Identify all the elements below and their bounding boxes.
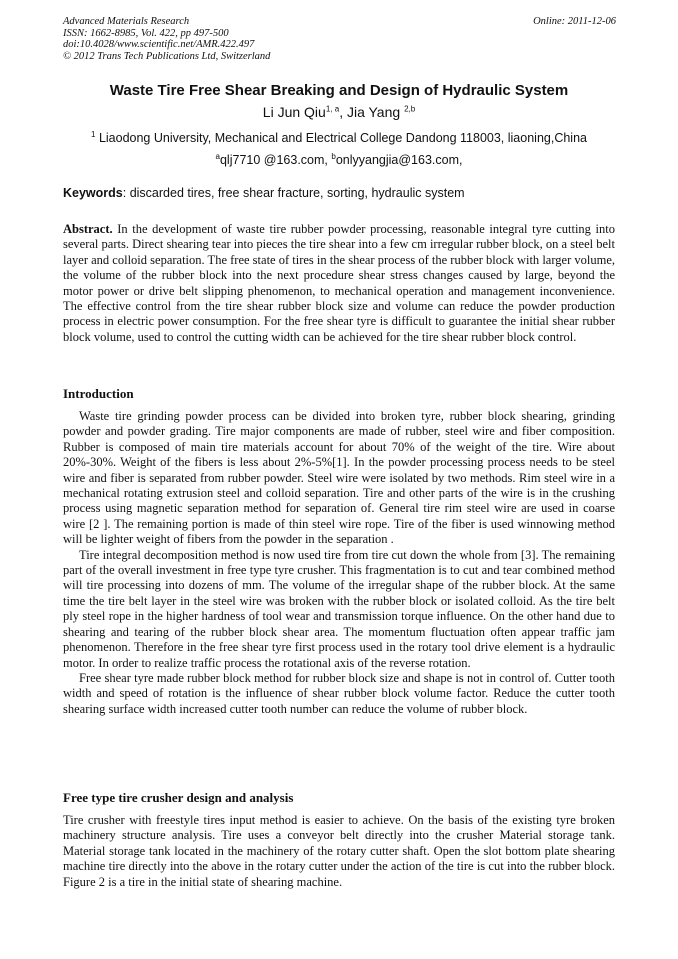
keywords-text: : discarded tires, free shear fracture, sorting, hydraulic system <box>122 186 465 200</box>
section-2-paragraph-1: Tire crusher with freestyle tires input method is easier to achieve. On the basis of the existing tyre broken machinery structure analysis. Tire uses a conveyor belt directly into the crusher Material storage tank. Material storage tank located in the machinery of the rotary cutter shaft. Open the slot bottom plate shearing machine tire directly into the above in the rotary cutter under the action of the tire is cut into the rubber block. Figure 2 is a tire in the initial state of shearing machine. <box>63 813 615 889</box>
online-date: Online: 2011-12-06 <box>533 16 616 27</box>
intro-paragraph-1: Waste tire grinding powder process can be divided into broken tyre, rubber block shearing, grinding powder and powder grading. Tire major components are made of rubber, steel wire and fiber composition. Rubber is composed of main tire materials account for about 70% of the weight of the tire. Wire about 20%-30%. Weight of the fibers is less about 2%-5%[1]. In the powder processing process needs to be steel wire and fiber is separated from rubber powder. Steel wire were isolated by two methods. Rim steel wire in a mechanical rotating extrusion steel and colloid separation. Tire and other parts of the wire is in the crushing process using magnetic separation method for separation of. General tire rim steel wire are used in coarse wire [2 ]. The remaining portion is made of thin steel wire rope. Tire of the fiber is used winnowing method will be lighter weight of fibers from the powder in the separation . <box>63 409 615 547</box>
affiliation-sup: 1 <box>91 130 96 139</box>
journal-name: Advanced Materials Research <box>63 16 190 27</box>
keywords-label: Keywords <box>63 186 123 200</box>
author-2: Jia Yang <box>346 104 401 120</box>
author-2-sup: 2,b <box>404 104 416 114</box>
abstract <box>63 222 615 345</box>
intro-paragraph-2: Tire integral decomposition method is now used tire from tire cut down the whole from [3]. The remaining part of the overall investment in free type tyre crusher. This fragmentation is to cut and tear combined method will tire processing into dozens of mm. The volume of the irregular shape of the rubber block. At the same time the tire belt layer in the steel wire was broken with the rubber block or isolated colloid. As the tire belt ply steel rope in the higher hardness of tool wear and transmission torque influence. On the other hand due to shearing and tearing of the rubber block shear area. The momentum fluctuation often appear traffic jam phenomenon. Therefore in the free shear tyre first process used in the rotary tool drive element is a hydraulic motor. In order to realize traffic process the rotational axis of the reverse rotation. <box>63 547 615 670</box>
paper-title: Waste Tire Free Shear Breaking and Design of Hydraulic System <box>109 82 569 99</box>
abstract-label: Abstract. <box>63 222 113 236</box>
affiliation-text: Liaodong University, Mechanical and Electrical College Dandong 118003, liaoning,China <box>98 131 587 146</box>
abstract-text: In the development of waste tire rubber powder processing, reasonable integral tyre cutting into several parts. Direct shearing tear into pieces the tire shear into a few cm irregular rubber block, on a steel belt layer and colloid separation. The free state of tires in the shear process of the rubber block with larger volume, the volume of the rubber block into the next procedure shear stress changes caused by large, beyond the motor power or drive belt slipping phenomenon, to mechanical operation and management inconvenience. The effective control from the tire shear rubber block size and volume can reduce the powder production process in electric power consumption. For the free shear tyre is difficult to guarantee the initial shear rubber block volume, used to control the cutting width can be achieved for the tire shear rubber block control. <box>63 222 615 344</box>
email-a-sup: a <box>215 152 220 161</box>
email-a: qlj7710 @163.com, <box>219 153 332 168</box>
keywords <box>63 186 465 200</box>
copyright-line: © 2012 Trans Tech Publications Ltd, Switzerland <box>63 50 271 62</box>
section-2-heading: Free type tire crusher design and analysis <box>63 790 294 805</box>
author-1-sup: 1, a <box>325 104 340 114</box>
doi-line: doi:10.4028/www.scientific.net/AMR.422.497 <box>63 39 255 50</box>
author-line <box>0 104 678 120</box>
introduction-heading: Introduction <box>63 386 134 401</box>
issn-line: ISSN: 1662-8985, Vol. 422, pp 497-500 <box>63 27 229 39</box>
journal-header <box>63 16 616 62</box>
affiliation <box>0 130 678 145</box>
author-separator: , <box>339 104 347 120</box>
introduction-body <box>63 409 615 717</box>
author-1: Li Jun Qiu <box>262 104 326 120</box>
email-b-sup: b <box>331 152 336 161</box>
section-2-body <box>63 813 615 890</box>
intro-paragraph-3: Free shear tyre made rubber block method for rubber block size and shape is not in control of. Cutter tooth width and speed of rotation is the influence of shear rubber block volume factor. Reduce the cutter tooth shearing surface width increased cutter tooth number can reduce the volume of rubber block. <box>63 670 615 716</box>
email-b: onlyyangjia@163.com, <box>335 153 463 168</box>
email-line <box>0 152 678 167</box>
